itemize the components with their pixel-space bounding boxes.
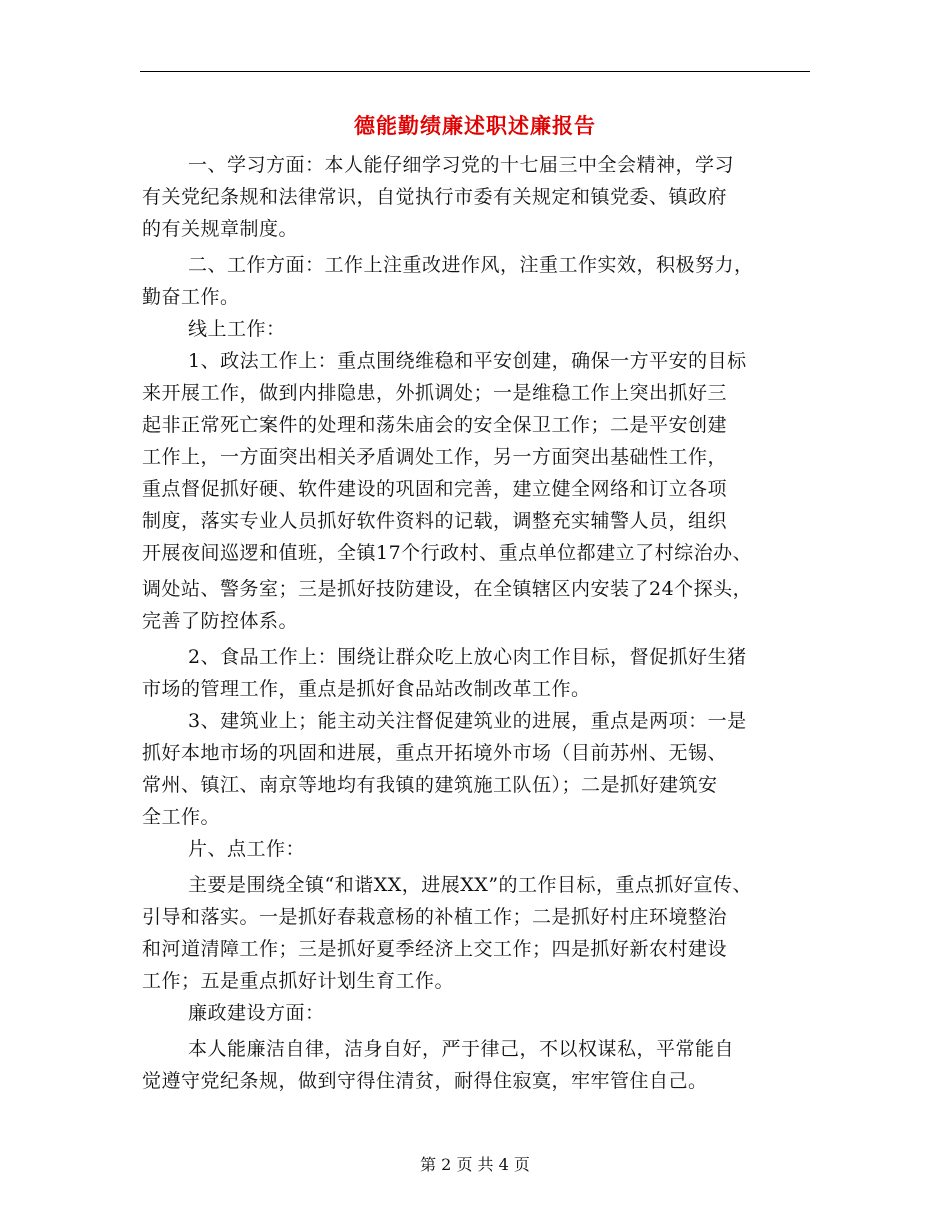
text-line: 制度，落实专业人员抓好软件资料的记载，调整充实辅警人员，组织: [142, 510, 728, 532]
text-line: 市场的管理工作，重点是抓好食品站改制改革工作。: [142, 678, 591, 700]
section-heading: 片、点工作：: [188, 838, 306, 860]
text-line: 常州、镇江、南京等地均有我镇的建筑施工队伍）；二是抓好建筑安: [142, 774, 718, 796]
section-heading: 线上工作：: [188, 318, 286, 340]
text-line: 勤奋工作。: [142, 286, 240, 308]
text-line: 1、政法工作上：重点围绕维稳和平安创建，确保一方平安的目标: [188, 350, 747, 372]
text-line: 开展夜间巡逻和值班，全镇17个行政村、重点单位都建立了村综治办、: [142, 542, 753, 564]
document-title: 德能勤绩廉述职述廉报告: [354, 113, 596, 138]
header-rule: [140, 71, 810, 72]
text-line: 二、工作方面：工作上注重改进作风，注重工作实效，积极努力，: [188, 254, 754, 276]
text-line: 一、学习方面：本人能仔细学习党的十七届三中全会精神，学习: [188, 154, 735, 176]
text-line: 主要是围绕全镇“和谐XX，进展XX”的工作目标，重点抓好宣传、: [188, 874, 753, 896]
text-line: 全工作。: [142, 806, 221, 828]
text-line: 和河道清障工作；三是抓好夏季经济上交工作；四是抓好新农村建设: [142, 938, 728, 960]
text-line: 来开展工作，做到内排隐患，外抓调处；一是维稳工作上突出抓好三: [142, 382, 728, 404]
text-line: 的有关规章制度。: [142, 218, 299, 240]
text-line: 抓好本地市场的巩固和进展，重点开拓境外市场（目前苏州、无锡、: [142, 742, 728, 764]
text-line: 2、食品工作上：围绕让群众吃上放心肉工作目标，督促抓好生猪: [188, 646, 747, 668]
text-line: 引导和落实。一是抓好春栽意杨的补植工作；二是抓好村庄环境整治: [142, 906, 728, 928]
section-heading: 廉政建设方面：: [188, 1002, 325, 1024]
text-line: 调处站、警务室；三是抓好技防建设，在全镇辖区内安装了24个探头，: [142, 578, 753, 600]
text-line: 觉遵守党纪条规，做到守得住清贫，耐得住寂寞，牢牢管住自己。: [142, 1070, 708, 1092]
text-line: 本人能廉洁自律，洁身自好，严于律己，不以权谋私，平常能自: [188, 1038, 735, 1060]
page-number: 第 2 页 共 4 页: [420, 1155, 530, 1174]
text-line: 工作；五是重点抓好计划生育工作。: [142, 970, 455, 992]
text-line: 起非正常死亡案件的处理和荡朱庙会的安全保卫工作；二是平安创建: [142, 414, 728, 436]
text-line: 完善了防控体系。: [142, 610, 299, 632]
text-line: 有关党纪条规和法律常识，自觉执行市委有关规定和镇党委、镇政府: [142, 186, 728, 208]
text-line: 3、建筑业上；能主动关注督促建筑业的进展，重点是两项：一是: [188, 710, 747, 732]
text-line: 工作上，一方面突出相关矛盾调处工作，另一方面突出基础性工作，: [142, 446, 728, 468]
text-line: 重点督促抓好硬、软件建设的巩固和完善，建立健全网络和订立各项: [142, 478, 728, 500]
